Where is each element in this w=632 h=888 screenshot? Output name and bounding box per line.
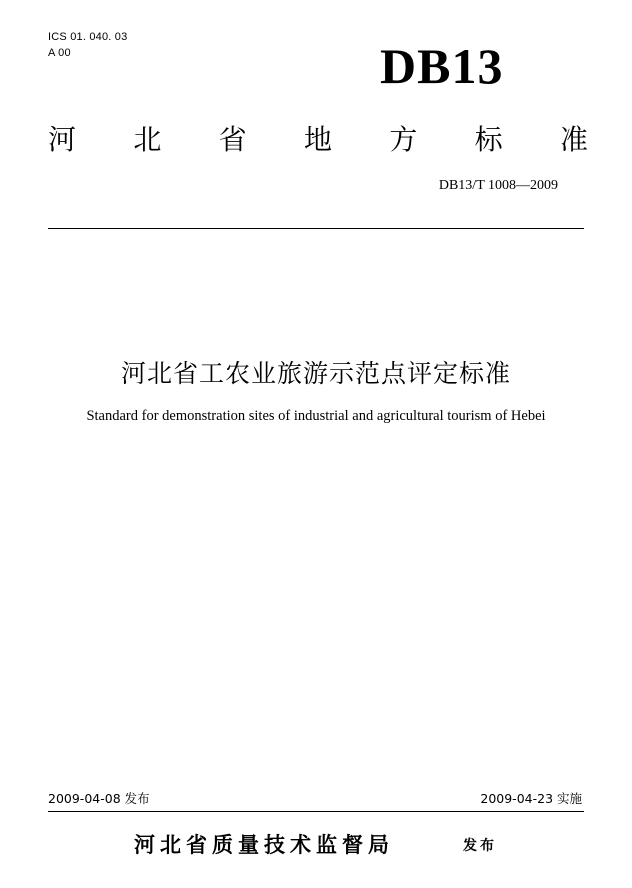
category-char: 标 <box>474 123 503 156</box>
issue-date: 2009-04-08 发布 <box>48 791 150 806</box>
header-divider <box>48 228 584 229</box>
standard-mark: DB13 <box>380 38 504 94</box>
category-char: 北 <box>133 123 162 156</box>
standard-category <box>48 116 588 160</box>
document-title-chinese: 河北省工农业旅游示范点评定标准 <box>120 359 511 388</box>
document-title-english: Standard for demonstration sites of industrial and agricultural tourism of Hebei <box>86 408 546 424</box>
category-char: 方 <box>389 123 418 156</box>
issuer-suffix: 发布 <box>463 838 497 854</box>
classification-code: A 00 <box>48 47 71 59</box>
ics-code: ICS 01. 040. 03 <box>48 31 128 43</box>
issuing-authority: 河北省质量技术监督局 <box>134 833 394 857</box>
category-char: 地 <box>303 123 332 156</box>
category-char: 省 <box>218 123 247 156</box>
category-char: 准 <box>559 123 588 156</box>
category-char: 河 <box>48 123 77 156</box>
implementation-date: 2009-04-23 实施 <box>480 791 582 806</box>
footer-divider <box>48 811 584 812</box>
standard-number: DB13/T 1008—2009 <box>438 178 558 193</box>
